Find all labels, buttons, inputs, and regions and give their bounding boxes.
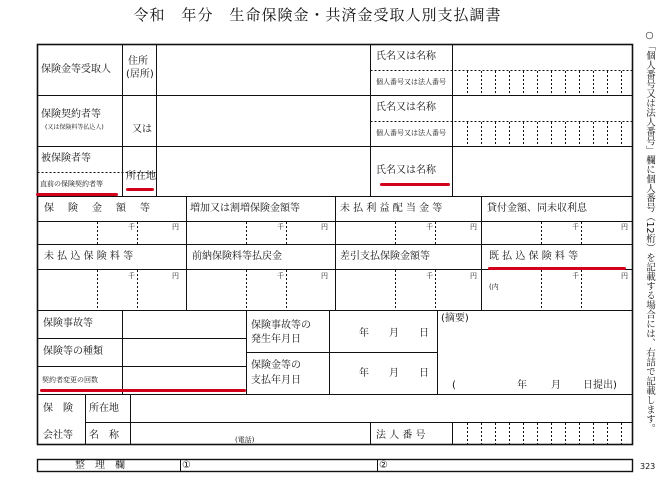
submit-month: 月 xyxy=(551,380,561,391)
unit-yen: 円 xyxy=(621,223,628,231)
company-location-label: 所在地 xyxy=(89,403,119,414)
side-note: ○「個人番号又は法人番号」欄に個人番号（12桁）を記載する場合には、右詰で記載します。 xyxy=(644,30,655,434)
unit-yen: 円 xyxy=(172,272,179,280)
insurance-amount-header: 保 険 金 額 等 xyxy=(44,203,152,214)
prev-contractor-label: 直前の保険契約者等 xyxy=(40,180,103,188)
page-number: 323 xyxy=(640,462,656,471)
occurred-label-1: 保険事故等の xyxy=(251,320,311,331)
page-title: 令和 年分 生命保険金・共済金受取人別支払調書 xyxy=(133,6,502,24)
contractor-label: 保険契約者等 xyxy=(41,109,101,120)
unit-yen: 円 xyxy=(321,223,328,231)
paid-label-1: 保険金等の xyxy=(251,360,301,371)
address-label: 住所 xyxy=(128,56,148,67)
unit-yen: 円 xyxy=(321,272,328,280)
company-label-2: 会社等 xyxy=(43,430,73,441)
insured-name-label: 氏名又は名称 xyxy=(376,165,436,176)
phone-label: (電話) xyxy=(235,436,255,444)
unit-thousand: 千 xyxy=(128,223,135,231)
contractor-name-label: 氏名又は名称 xyxy=(376,102,436,113)
loan-amount-header: 貸付金額、同未収利息 xyxy=(487,203,587,214)
recipient-label: 保険金等受取人 xyxy=(41,64,111,75)
net-payment-header: 差引支払保険金額等 xyxy=(340,251,430,262)
company-name-label: 名 称 xyxy=(89,430,119,441)
highlight-underline xyxy=(126,188,154,191)
unit-thousand: 千 xyxy=(277,223,284,231)
unit-yen: 円 xyxy=(621,272,628,280)
highlight-underline xyxy=(380,183,450,186)
company-label-1: 保 険 xyxy=(43,403,73,414)
paid-date-field: 年 月 日 xyxy=(359,368,429,379)
submit-year: 年 xyxy=(517,380,527,391)
highlight-underline xyxy=(36,193,118,196)
unit-thousand: 千 xyxy=(277,272,284,280)
submit-paren: ( xyxy=(452,380,456,391)
unpaid-dividend-header: 未 払 利 益 配 当 金 等 xyxy=(340,203,443,214)
residence-label: (居所) xyxy=(126,69,154,80)
recipient-name-label: 氏名又は名称 xyxy=(376,51,436,62)
contractor-sub-label: (又は保険料等払込人) xyxy=(45,124,104,131)
unit-thousand: 千 xyxy=(426,272,433,280)
increase-amount-header: 増加又は割増保険金額等 xyxy=(190,203,300,214)
remarks-label: (摘要) xyxy=(441,313,469,324)
recipient-number-label: 個人番号又は法人番号 xyxy=(376,78,446,86)
unit-yen: 円 xyxy=(470,223,477,231)
occurred-date-field: 年 月 日 xyxy=(359,328,429,339)
unit-thousand: 千 xyxy=(128,272,135,280)
highlight-underline xyxy=(40,389,246,392)
contractor-changes-label: 契約者変更の回数 xyxy=(42,376,98,384)
paid-label-2: 支払年月日 xyxy=(251,375,301,386)
insured-label: 被保険者等 xyxy=(41,153,91,164)
occurred-label-2: 発生年月日 xyxy=(251,334,301,345)
unit-yen: 円 xyxy=(172,223,179,231)
paid-in-note: (内 xyxy=(489,283,499,291)
unit-thousand: 千 xyxy=(572,272,579,280)
location-label: 所在地 xyxy=(126,171,156,182)
contractor-number-label: 個人番号又は法人番号 xyxy=(376,129,446,137)
submit-day: 日提出) xyxy=(583,380,617,391)
or-label: 又は xyxy=(132,124,152,135)
footer-label: 整 理 欄 xyxy=(75,460,125,471)
accident-label: 保険事故等 xyxy=(43,318,93,329)
prepaid-refund-header: 前納保険料等払戻金 xyxy=(192,251,282,262)
paid-premium-header: 既 払 込 保 険 料 等 xyxy=(489,251,579,262)
insurance-type-label: 保険等の種類 xyxy=(43,346,103,357)
corp-number-label: 法 人 番 号 xyxy=(376,430,426,441)
unit-thousand: 千 xyxy=(426,223,433,231)
unit-yen: 円 xyxy=(470,272,477,280)
highlight-underline xyxy=(488,267,626,270)
footer-mark-2: ② xyxy=(379,460,388,471)
unit-thousand: 千 xyxy=(572,223,579,231)
footer-mark-1: ① xyxy=(182,460,191,471)
unpaid-premium-header: 未 払 込 保 険 料 等 xyxy=(44,251,134,262)
